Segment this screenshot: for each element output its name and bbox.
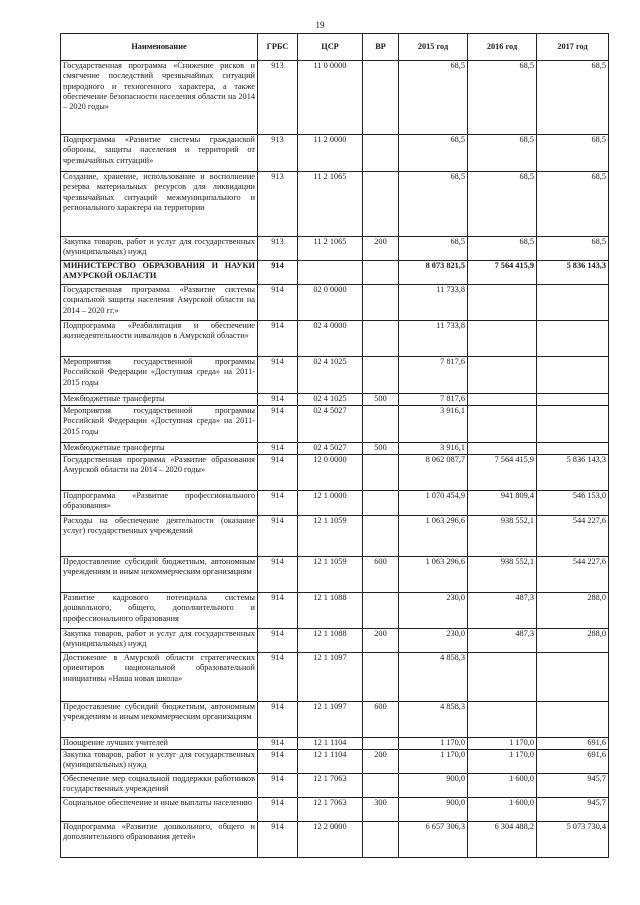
table-row — [61, 406, 609, 443]
cell-vr: 300 — [363, 798, 399, 822]
cell-vr — [363, 172, 399, 237]
cell-grbs: 913 — [258, 172, 298, 237]
cell-grbs: 914 — [258, 593, 298, 629]
cell-2015: 230,0 — [399, 629, 468, 653]
cell-2015: 7 817,6 — [399, 357, 468, 394]
cell-2017: 68,5 — [537, 135, 609, 172]
cell-vr — [363, 406, 399, 443]
cell-vr — [363, 261, 399, 285]
cell-csr: 02 4 1025 — [298, 357, 363, 394]
cell-name: Мероприятия государственной программы Российской Федерации «Доступная среда» на 2011-2015 годы — [61, 357, 258, 394]
header-grbs: ГРБС — [258, 34, 298, 61]
cell-name: Предоставление субсидий бюджетным, автономным учреждениям и иным некоммерческим организациям — [61, 702, 258, 738]
cell-name: Социальное обеспечение и иные выплаты населению — [61, 798, 258, 822]
cell-2015: 1 063 296,6 — [399, 516, 468, 557]
cell-name: Подпрограмма «Реабилитация и обеспечение жизнедеятельности инвалидов в Амурской области» — [61, 321, 258, 357]
cell-2016: 68,5 — [468, 237, 537, 261]
cell-2015: 11 733,8 — [399, 285, 468, 321]
cell-name: Создание, хранение, использование и восполнение резерва материальных ресурсов для ликвидации чрезвычайных ситуаций межмуниципального и регионального характера на территории — [61, 172, 258, 237]
cell-csr: 12 2 0000 — [298, 822, 363, 858]
cell-2017: 945,7 — [537, 798, 609, 822]
cell-csr: 12 1 1088 — [298, 629, 363, 653]
cell-grbs: 914 — [258, 455, 298, 491]
cell-2015: 1 170,0 — [399, 750, 468, 774]
cell-2016 — [468, 285, 537, 321]
cell-2017: 945,7 — [537, 774, 609, 798]
cell-vr — [363, 357, 399, 394]
cell-vr — [363, 516, 399, 557]
cell-vr — [363, 491, 399, 516]
cell-vr: 200 — [363, 237, 399, 261]
table-row — [61, 822, 609, 858]
cell-2015: 1 063 296,6 — [399, 557, 468, 593]
cell-2015: 6 657 306,3 — [399, 822, 468, 858]
cell-grbs: 914 — [258, 750, 298, 774]
cell-grbs: 914 — [258, 653, 298, 702]
cell-2017: 288,0 — [537, 593, 609, 629]
cell-csr: 02 0 0000 — [298, 285, 363, 321]
cell-vr — [363, 285, 399, 321]
cell-2015: 68,5 — [399, 61, 468, 135]
table-row — [61, 798, 609, 822]
cell-grbs: 914 — [258, 629, 298, 653]
cell-2016: 6 304 488,2 — [468, 822, 537, 858]
cell-vr — [363, 653, 399, 702]
cell-vr: 500 — [363, 394, 399, 406]
cell-2016: 68,5 — [468, 61, 537, 135]
cell-grbs: 914 — [258, 798, 298, 822]
header-name: Наименование — [61, 34, 258, 61]
table-row — [61, 321, 609, 357]
cell-name: Подпрограмма «Развитие дошкольного, общего и дополнительного образования детей» — [61, 822, 258, 858]
cell-name: Закупка товаров, работ и услуг для государственных (муниципальных) нужд — [61, 629, 258, 653]
table-row — [61, 738, 609, 750]
cell-csr: 12 1 1088 — [298, 593, 363, 629]
cell-2016 — [468, 702, 537, 738]
cell-2016 — [468, 653, 537, 702]
cell-csr: 11 2 0000 — [298, 135, 363, 172]
table-row — [61, 357, 609, 394]
table-row — [61, 557, 609, 593]
cell-2015: 3 916,1 — [399, 443, 468, 455]
cell-2017 — [537, 321, 609, 357]
table-row — [61, 774, 609, 798]
header-2017: 2017 год — [537, 34, 609, 61]
cell-grbs: 914 — [258, 702, 298, 738]
cell-2017: 288,0 — [537, 629, 609, 653]
cell-vr: 200 — [363, 629, 399, 653]
header-vr: ВР — [363, 34, 399, 61]
cell-grbs: 913 — [258, 61, 298, 135]
cell-2016: 1 170,0 — [468, 750, 537, 774]
cell-csr: 11 2 1065 — [298, 237, 363, 261]
cell-grbs: 914 — [258, 357, 298, 394]
table-row — [61, 285, 609, 321]
cell-2015: 1 170,0 — [399, 738, 468, 750]
table-row — [61, 516, 609, 557]
cell-2017: 5 073 730,4 — [537, 822, 609, 858]
cell-csr: 12 1 1104 — [298, 750, 363, 774]
cell-vr — [363, 135, 399, 172]
cell-2016: 7 564 415,9 — [468, 455, 537, 491]
cell-name: Развитие кадрового потенциала системы дошкольного, общего, дополнительного и профессионального образования — [61, 593, 258, 629]
cell-2015: 4 858,3 — [399, 653, 468, 702]
cell-grbs: 913 — [258, 237, 298, 261]
cell-name: Межбюджетные трансферты — [61, 394, 258, 406]
cell-vr — [363, 61, 399, 135]
table-row — [61, 702, 609, 738]
cell-csr: 02 4 1025 — [298, 394, 363, 406]
cell-2016: 7 564 415,9 — [468, 261, 537, 285]
cell-2017 — [537, 702, 609, 738]
cell-name: Государственная программа «Снижение рисков и смягчение последствий чрезвычайных ситуаций природного и техногенного характера, а также обеспечение безопасности населения области на 2014 – 2020 годы» — [61, 61, 258, 135]
cell-grbs: 914 — [258, 822, 298, 858]
cell-grbs: 914 — [258, 516, 298, 557]
cell-csr: 02 4 5027 — [298, 443, 363, 455]
cell-csr: 12 1 0000 — [298, 491, 363, 516]
cell-name: Обеспечение мер социальной поддержки работников государственных учреждений — [61, 774, 258, 798]
budget-table — [60, 33, 609, 858]
table-row — [61, 593, 609, 629]
page-number: 19 — [315, 20, 325, 30]
cell-grbs: 913 — [258, 135, 298, 172]
cell-csr — [298, 261, 363, 285]
table-row — [61, 135, 609, 172]
cell-2016: 1 600,0 — [468, 774, 537, 798]
table-row — [61, 629, 609, 653]
cell-2015: 3 916,1 — [399, 406, 468, 443]
header-2016: 2016 год — [468, 34, 537, 61]
cell-2015: 900,0 — [399, 798, 468, 822]
cell-name: Мероприятия государственной программы Российской Федерации «Доступная среда» на 2011-2015 годы — [61, 406, 258, 443]
cell-vr: 600 — [363, 557, 399, 593]
cell-csr: 12 1 1104 — [298, 738, 363, 750]
cell-2017: 691,6 — [537, 738, 609, 750]
table-row — [61, 750, 609, 774]
cell-2017 — [537, 394, 609, 406]
cell-name: Государственная программа «Развитие образования Амурской области на 2014 – 2020 годы» — [61, 455, 258, 491]
cell-vr — [363, 738, 399, 750]
cell-2016: 941 809,4 — [468, 491, 537, 516]
cell-2015: 1 070 454,9 — [399, 491, 468, 516]
cell-csr: 12 1 1097 — [298, 653, 363, 702]
header-csr: ЦСР — [298, 34, 363, 61]
cell-2016 — [468, 406, 537, 443]
cell-csr: 12 1 1097 — [298, 702, 363, 738]
cell-csr: 11 0 0000 — [298, 61, 363, 135]
cell-vr — [363, 321, 399, 357]
cell-2017: 5 836 143,3 — [537, 455, 609, 491]
table-header-row — [61, 34, 609, 61]
cell-2017: 5 836 143,3 — [537, 261, 609, 285]
cell-vr — [363, 593, 399, 629]
cell-grbs: 914 — [258, 321, 298, 357]
cell-grbs: 914 — [258, 394, 298, 406]
cell-2016: 938 552,1 — [468, 516, 537, 557]
cell-name: Подпрограмма «Развитие системы гражданской обороны, защиты населения и территорий от чрезвычайных ситуаций» — [61, 135, 258, 172]
cell-2017: 68,5 — [537, 237, 609, 261]
table-row — [61, 491, 609, 516]
cell-vr — [363, 822, 399, 858]
cell-grbs: 914 — [258, 557, 298, 593]
cell-2017: 691,6 — [537, 750, 609, 774]
cell-vr: 600 — [363, 702, 399, 738]
cell-2015: 900,0 — [399, 774, 468, 798]
cell-name: Закупка товаров, работ и услуг для государственных (муниципальных) нужд — [61, 237, 258, 261]
cell-csr: 02 4 5027 — [298, 406, 363, 443]
cell-2016: 487,3 — [468, 629, 537, 653]
cell-2016 — [468, 394, 537, 406]
cell-2016: 68,5 — [468, 135, 537, 172]
cell-grbs: 914 — [258, 443, 298, 455]
cell-name: МИНИСТЕРСТВО ОБРАЗОВАНИЯ И НАУКИ АМУРСКОЙ ОБЛАСТИ — [61, 261, 258, 285]
table-row — [61, 653, 609, 702]
table-row — [61, 455, 609, 491]
header-2015: 2015 год — [399, 34, 468, 61]
cell-grbs: 914 — [258, 738, 298, 750]
cell-2017: 68,5 — [537, 172, 609, 237]
cell-vr — [363, 774, 399, 798]
cell-2015: 8 062 087,7 — [399, 455, 468, 491]
cell-name: Закупка товаров, работ и услуг для государственных (муниципальных) нужд — [61, 750, 258, 774]
cell-2017: 68,5 — [537, 61, 609, 135]
cell-2015: 68,5 — [399, 237, 468, 261]
cell-grbs: 914 — [258, 491, 298, 516]
cell-csr: 02 4 0000 — [298, 321, 363, 357]
cell-2015: 11 733,8 — [399, 321, 468, 357]
cell-2017 — [537, 443, 609, 455]
cell-csr: 12 1 1059 — [298, 516, 363, 557]
cell-2015: 68,5 — [399, 172, 468, 237]
table-row — [61, 394, 609, 406]
cell-2015: 4 858,3 — [399, 702, 468, 738]
cell-2016 — [468, 443, 537, 455]
cell-grbs: 914 — [258, 406, 298, 443]
cell-2016: 1 170,0 — [468, 738, 537, 750]
cell-grbs: 914 — [258, 285, 298, 321]
cell-2015: 230,0 — [399, 593, 468, 629]
cell-grbs: 914 — [258, 261, 298, 285]
table-row — [61, 237, 609, 261]
cell-csr: 12 1 7063 — [298, 798, 363, 822]
table-row — [61, 172, 609, 237]
cell-2016 — [468, 321, 537, 357]
table-row — [61, 61, 609, 135]
cell-2017 — [537, 357, 609, 394]
cell-2015: 8 073 821,5 — [399, 261, 468, 285]
cell-2017: 544 227,6 — [537, 557, 609, 593]
table-body — [61, 61, 609, 858]
cell-vr: 500 — [363, 443, 399, 455]
cell-2017: 544 227,6 — [537, 516, 609, 557]
cell-name: Достижение в Амурской области стратегических ориентиров национальной образовательной инициативы «Наша новая школа» — [61, 653, 258, 702]
cell-csr: 12 1 1059 — [298, 557, 363, 593]
table-row — [61, 261, 609, 285]
cell-2017 — [537, 285, 609, 321]
cell-2017: 546 153,0 — [537, 491, 609, 516]
cell-2016: 1 600,0 — [468, 798, 537, 822]
cell-vr: 200 — [363, 750, 399, 774]
table-row — [61, 443, 609, 455]
cell-2017 — [537, 406, 609, 443]
cell-csr: 12 1 7063 — [298, 774, 363, 798]
cell-2015: 68,5 — [399, 135, 468, 172]
cell-2016: 487,3 — [468, 593, 537, 629]
cell-name: Межбюджетные трансферты — [61, 443, 258, 455]
cell-2016 — [468, 357, 537, 394]
cell-vr — [363, 455, 399, 491]
cell-2015: 7 817,6 — [399, 394, 468, 406]
cell-csr: 12 0 0000 — [298, 455, 363, 491]
cell-name: Расходы на обеспечение деятельности (оказание услуг) государственных учреждений — [61, 516, 258, 557]
cell-csr: 11 2 1065 — [298, 172, 363, 237]
cell-name: Государственная программа «Развитие системы социальной защиты населения Амурской области на 2014 – 2020 гг.» — [61, 285, 258, 321]
cell-2016: 68,5 — [468, 172, 537, 237]
cell-name: Предоставление субсидий бюджетным, автономным учреждениям и иным некоммерческим организациям — [61, 557, 258, 593]
cell-name: Поощрение лучших учителей — [61, 738, 258, 750]
cell-2016: 938 552,1 — [468, 557, 537, 593]
cell-grbs: 914 — [258, 774, 298, 798]
cell-2017 — [537, 653, 609, 702]
cell-name: Подпрограмма «Развитие профессионального образования» — [61, 491, 258, 516]
